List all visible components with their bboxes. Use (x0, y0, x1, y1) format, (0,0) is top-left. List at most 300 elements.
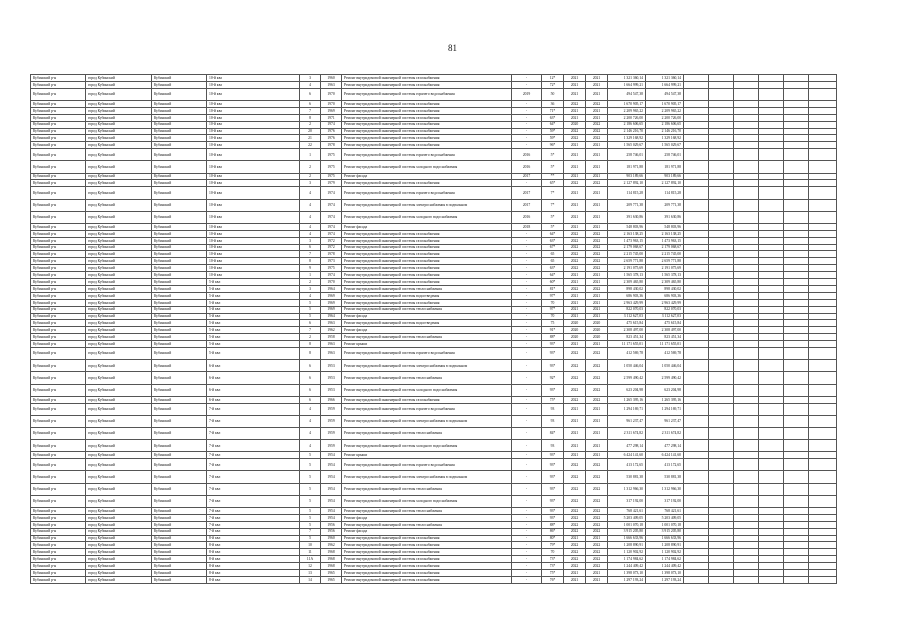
cell-estimated-cost: 413 172,65 (608, 459, 646, 471)
cell-empty (784, 415, 809, 427)
cell-locality: Кубинский (152, 128, 207, 135)
cell-empty (709, 556, 734, 563)
cell-plan-year-start: 2022 (564, 471, 586, 483)
cell-settlement: город Кубинский (86, 149, 152, 161)
cell-wear-percent: 75* (542, 396, 564, 403)
cell-total-cost: 1 565 029,67 (646, 142, 684, 149)
cell-last-repair-year: - (512, 265, 542, 272)
cell-district: Кубинский р-н (31, 535, 86, 542)
cell-year-built: 1953 (321, 372, 342, 384)
cell-plan-year-start: 2021 (564, 452, 586, 459)
cell-plan-year-start: 2021 (564, 211, 586, 223)
cell-empty (784, 535, 809, 542)
cell-plan-year-end: 2021 (586, 161, 608, 173)
cell-year-built: 1975 (321, 173, 342, 180)
cell-empty (784, 403, 809, 415)
cell-empty (684, 211, 709, 223)
cell-total-cost: 2 311 674,82 (646, 427, 684, 439)
cell-wear-percent: 92* (542, 372, 564, 384)
cell-wear-percent: 93* (542, 347, 564, 359)
cell-district: Кубинский р-н (31, 483, 86, 495)
cell-last-repair-year: - (512, 327, 542, 334)
cell-empty (709, 483, 734, 495)
cell-work-type: Ремонт внутридомовой инженерной системы теплоснабжения (342, 334, 512, 341)
cell-street: 8-й квл (207, 542, 300, 549)
cell-work-type: Ремонт внутридомовой инженерной системы газоснабжения (342, 142, 512, 149)
cell-work-type: Ремонт внутридомовой инженерной системы газоснабжения (342, 114, 512, 121)
cell-settlement: город Кубинский (86, 237, 152, 244)
cell-street: 10-й квл (207, 88, 300, 100)
cell-empty (684, 549, 709, 556)
cell-empty (734, 114, 759, 121)
cell-empty (709, 75, 734, 82)
cell-empty (784, 142, 809, 149)
cell-estimated-cost: 2 309 465,80 (608, 279, 646, 286)
cell-plan-year-start: 2022 (564, 244, 586, 251)
cell-empty (709, 142, 734, 149)
cell-total-cost: 1 329 168,92 (646, 135, 684, 142)
cell-empty (759, 306, 784, 313)
cell-house: 4 (300, 81, 321, 88)
cell-work-type: Ремонт внутридомовой инженерной системы теплоснабжения (342, 372, 512, 384)
cell-year-built: 1954 (321, 483, 342, 495)
cell-empty (709, 313, 734, 320)
table-row (31, 272, 837, 279)
table-row (31, 81, 837, 88)
cell-total-cost: 1 265 395,16 (646, 396, 684, 403)
cell-total-cost: 3 112 627,03 (646, 313, 684, 320)
cell-empty (759, 576, 784, 583)
cell-work-type: Ремонт внутридомовой инженерной системы газоснабжения (342, 100, 512, 107)
cell-empty (759, 459, 784, 471)
cell-empty (759, 556, 784, 563)
cell-empty (709, 258, 734, 265)
cell-empty (734, 440, 759, 452)
cell-wear-percent: 5* (542, 161, 564, 173)
cell-empty (734, 173, 759, 180)
cell-year-built: 1966 (321, 396, 342, 403)
cell-locality: Кубинский (152, 528, 207, 535)
cell-empty (784, 313, 809, 320)
cell-last-repair-year: 2017 (512, 187, 542, 199)
cell-street: 10-й квл (207, 107, 300, 114)
cell-district: Кубинский р-н (31, 142, 86, 149)
cell-last-repair-year: - (512, 107, 542, 114)
cell-year-built: 1960 (321, 535, 342, 542)
cell-district: Кубинский р-н (31, 114, 86, 121)
cell-empty (734, 81, 759, 88)
table-row (31, 313, 837, 320)
cell-year-built: 1968 (321, 549, 342, 556)
cell-empty (734, 459, 759, 471)
cell-empty (784, 306, 809, 313)
cell-estimated-cost: 1 312 966,30 (608, 483, 646, 495)
cell-year-built: 1958 (321, 334, 342, 341)
table-row (31, 427, 837, 439)
cell-plan-year-start: 2021 (564, 570, 586, 577)
cell-empty (709, 403, 734, 415)
cell-house: 5 (300, 535, 321, 542)
cell-house: 6 (300, 360, 321, 372)
cell-house: 7 (300, 528, 321, 535)
cell-year-built: 1965 (321, 570, 342, 577)
cell-total-cost: 2 963 429,99 (646, 299, 684, 306)
cell-settlement: город Кубинский (86, 230, 152, 237)
cell-street: 6-й квл (207, 360, 300, 372)
cell-estimated-cost: 1 174 984,62 (608, 556, 646, 563)
cell-settlement: город Кубинский (86, 459, 152, 471)
cell-last-repair-year: - (512, 347, 542, 359)
cell-empty (734, 135, 759, 142)
cell-estimated-cost: 2 200 726,00 (608, 114, 646, 121)
cell-empty (709, 285, 734, 292)
cell-empty (709, 81, 734, 88)
cell-locality: Кубинский (152, 334, 207, 341)
cell-empty (734, 415, 759, 427)
cell-empty (809, 211, 837, 223)
cell-empty (709, 334, 734, 341)
cell-empty (734, 495, 759, 507)
cell-empty (809, 114, 837, 121)
cell-plan-year-start: 2022 (564, 347, 586, 359)
cell-district: Кубинский р-н (31, 459, 86, 471)
cell-total-cost: 6 424 141,60 (646, 452, 684, 459)
cell-last-repair-year: - (512, 556, 542, 563)
cell-empty (809, 360, 837, 372)
cell-plan-year-start: 2021 (564, 199, 586, 211)
cell-total-cost: 2 179 068,67 (646, 244, 684, 251)
cell-empty (709, 327, 734, 334)
cell-district: Кубинский р-н (31, 507, 86, 514)
cell-settlement: город Кубинский (86, 396, 152, 403)
cell-settlement: город Кубинский (86, 384, 152, 396)
cell-settlement: город Кубинский (86, 347, 152, 359)
cell-district: Кубинский р-н (31, 237, 86, 244)
cell-house: 2 (300, 161, 321, 173)
cell-empty (734, 563, 759, 570)
cell-total-cost: 317 192,00 (646, 495, 684, 507)
cell-year-built: 1976 (321, 128, 342, 135)
cell-wear-percent: 93* (542, 360, 564, 372)
cell-plan-year-start: 2021 (564, 415, 586, 427)
cell-last-repair-year: - (512, 471, 542, 483)
cell-empty (684, 334, 709, 341)
cell-empty (684, 483, 709, 495)
cell-last-repair-year: - (512, 440, 542, 452)
cell-last-repair-year: - (512, 244, 542, 251)
cell-plan-year-start: 2021 (564, 187, 586, 199)
cell-street: 5-й квл (207, 292, 300, 299)
cell-empty (759, 549, 784, 556)
cell-total-cost: 1 244 409,42 (646, 563, 684, 570)
cell-work-type: Ремонт внутридомовой инженерной системы холодного водоснабжения (342, 161, 512, 173)
cell-house: 5 (300, 306, 321, 313)
cell-empty (709, 396, 734, 403)
cell-empty (759, 341, 784, 348)
cell-empty (784, 88, 809, 100)
cell-work-type: Ремонт внутридомовой инженерной системы газоснабжения (342, 258, 512, 265)
cell-street: 7-й квл (207, 483, 300, 495)
cell-wear-percent: 93* (542, 514, 564, 521)
cell-total-cost: 3 915 205,80 (646, 528, 684, 535)
cell-street: 7-й квл (207, 427, 300, 439)
cell-estimated-cost: 548 803,96 (608, 223, 646, 230)
cell-locality: Кубинский (152, 223, 207, 230)
cell-plan-year-start: 2021 (564, 88, 586, 100)
cell-plan-year-end: 2022 (586, 100, 608, 107)
cell-wear-percent: 93 (542, 440, 564, 452)
cell-plan-year-start: 2021 (564, 576, 586, 583)
cell-year-built: 1954 (321, 495, 342, 507)
cell-empty (784, 507, 809, 514)
cell-work-type: Ремонт внутридомовой инженерной системы газоснабжения (342, 542, 512, 549)
cell-plan-year-start: 2021 (564, 306, 586, 313)
cell-empty (734, 570, 759, 577)
cell-house: 22 (300, 142, 321, 149)
cell-plan-year-end: 2021 (586, 187, 608, 199)
table-row (31, 237, 837, 244)
cell-plan-year-start: 2022 (564, 521, 586, 528)
cell-empty (809, 483, 837, 495)
cell-street: 10-й квл (207, 161, 300, 173)
cell-empty (784, 211, 809, 223)
cell-plan-year-end: 2022 (586, 556, 608, 563)
cell-empty (784, 483, 809, 495)
cell-settlement: город Кубинский (86, 121, 152, 128)
cell-empty (734, 334, 759, 341)
cell-wear-percent: 7* (542, 199, 564, 211)
cell-empty (809, 187, 837, 199)
cell-plan-year-end: 2022 (586, 396, 608, 403)
cell-plan-year-end: 2022 (586, 258, 608, 265)
cell-empty (759, 88, 784, 100)
cell-total-cost: 1 565 378,13 (646, 272, 684, 279)
cell-empty (734, 272, 759, 279)
cell-estimated-cost: 1 120 902,92 (608, 549, 646, 556)
cell-empty (759, 107, 784, 114)
cell-total-cost: 1 666 633,96 (646, 535, 684, 542)
cell-year-built: 1959 (321, 415, 342, 427)
cell-work-type: Ремонт внутридомовой инженерной системы газоснабжения (342, 135, 512, 142)
cell-empty (759, 149, 784, 161)
cell-empty (684, 265, 709, 272)
cell-wear-percent: 63* (542, 265, 564, 272)
cell-house: 4 (300, 403, 321, 415)
cell-district: Кубинский р-н (31, 211, 86, 223)
cell-empty (684, 471, 709, 483)
table-row (31, 514, 837, 521)
cell-empty (809, 440, 837, 452)
cell-empty (809, 135, 837, 142)
cell-estimated-cost: 1 670 905,17 (608, 100, 646, 107)
cell-plan-year-start: 2021 (564, 223, 586, 230)
cell-wear-percent: 96* (542, 142, 564, 149)
cell-empty (734, 471, 759, 483)
cell-estimated-cost: 494 547,38 (608, 88, 646, 100)
cell-empty (759, 521, 784, 528)
cell-street: 5-й квл (207, 320, 300, 327)
cell-empty (759, 100, 784, 107)
cell-last-repair-year: - (512, 483, 542, 495)
cell-plan-year-start: 2021 (564, 427, 586, 439)
cell-plan-year-end: 2022 (586, 495, 608, 507)
cell-last-repair-year: 2018 (512, 223, 542, 230)
cell-empty (784, 223, 809, 230)
cell-total-cost: 477 298,14 (646, 440, 684, 452)
cell-empty (684, 251, 709, 258)
cell-work-type: Ремонт внутридомовой инженерной системы водоотведения (342, 320, 512, 327)
cell-empty (684, 313, 709, 320)
cell-estimated-cost: 2 191 075,69 (608, 265, 646, 272)
cell-last-repair-year: - (512, 495, 542, 507)
cell-total-cost: 530 881,38 (646, 471, 684, 483)
cell-plan-year-end: 2021 (586, 149, 608, 161)
table-row (31, 223, 837, 230)
cell-work-type: Ремонт внутридомовой инженерной системы холодного водоснабжения (342, 384, 512, 396)
cell-empty (684, 107, 709, 114)
cell-locality: Кубинский (152, 81, 207, 88)
cell-total-cost: 1 321 360,14 (646, 75, 684, 82)
cell-year-built: 1969 (321, 306, 342, 313)
cell-plan-year-start: 2022 (564, 396, 586, 403)
cell-street: 10-й квл (207, 180, 300, 187)
cell-wear-percent: 72* (542, 81, 564, 88)
cell-empty (784, 471, 809, 483)
cell-district: Кубинский р-н (31, 521, 86, 528)
cell-plan-year-start: 2021 (564, 403, 586, 415)
cell-street: 5-й квл (207, 285, 300, 292)
cell-locality: Кубинский (152, 279, 207, 286)
cell-empty (734, 384, 759, 396)
cell-locality: Кубинский (152, 535, 207, 542)
cell-settlement: город Кубинский (86, 100, 152, 107)
cell-empty (759, 360, 784, 372)
cell-empty (709, 576, 734, 583)
table-row (31, 187, 837, 199)
cell-plan-year-end: 2022 (586, 483, 608, 495)
cell-year-built: 1959 (321, 403, 342, 415)
cell-locality: Кубинский (152, 521, 207, 528)
cell-street: 10-й квл (207, 251, 300, 258)
cell-empty (734, 223, 759, 230)
cell-wear-percent: 65 (542, 258, 564, 265)
table-row (31, 292, 837, 299)
cell-wear-percent: 97* (542, 306, 564, 313)
cell-wear-percent: 84* (542, 427, 564, 439)
cell-street: 8-й квл (207, 535, 300, 542)
cell-empty (809, 149, 837, 161)
cell-empty (759, 75, 784, 82)
cell-total-cost: 475 615,84 (646, 320, 684, 327)
cell-empty (759, 372, 784, 384)
cell-plan-year-end: 2021 (586, 570, 608, 577)
cell-total-cost: 2 309 465,80 (646, 279, 684, 286)
cell-wear-percent: 75 (542, 320, 564, 327)
cell-district: Кубинский р-н (31, 372, 86, 384)
cell-house: 4 (300, 427, 321, 439)
cell-empty (709, 244, 734, 251)
table-row (31, 299, 837, 306)
cell-settlement: город Кубинский (86, 187, 152, 199)
cell-empty (784, 341, 809, 348)
cell-empty (784, 149, 809, 161)
cell-empty (709, 121, 734, 128)
cell-house: 4 (300, 223, 321, 230)
cell-street: 7-й квл (207, 459, 300, 471)
cell-district: Кубинский р-н (31, 75, 86, 82)
table-row (31, 199, 837, 211)
cell-house: 14 (300, 576, 321, 583)
cell-district: Кубинский р-н (31, 495, 86, 507)
cell-plan-year-end: 2022 (586, 528, 608, 535)
cell-empty (784, 299, 809, 306)
cell-empty (759, 396, 784, 403)
cell-settlement: город Кубинский (86, 279, 152, 286)
cell-last-repair-year: - (512, 258, 542, 265)
table-row (31, 180, 837, 187)
cell-plan-year-end: 2022 (586, 285, 608, 292)
cell-empty (709, 237, 734, 244)
cell-year-built: 1974 (321, 199, 342, 211)
cell-total-cost: 768 421,61 (646, 507, 684, 514)
cell-locality: Кубинский (152, 320, 207, 327)
cell-last-repair-year: - (512, 81, 542, 88)
cell-wear-percent: 63* (542, 114, 564, 121)
cell-empty (809, 313, 837, 320)
cell-empty (684, 372, 709, 384)
cell-district: Кубинский р-н (31, 161, 86, 173)
cell-district: Кубинский р-н (31, 107, 86, 114)
cell-estimated-cost: 181 971,88 (608, 161, 646, 173)
cell-last-repair-year: - (512, 142, 542, 149)
cell-empty (759, 265, 784, 272)
cell-year-built: 1978 (321, 142, 342, 149)
cell-settlement: город Кубинский (86, 161, 152, 173)
cell-estimated-cost: 258 746,01 (608, 149, 646, 161)
cell-settlement: город Кубинский (86, 199, 152, 211)
table-row (31, 334, 837, 341)
cell-year-built: 1954 (321, 452, 342, 459)
cell-locality: Кубинский (152, 570, 207, 577)
cell-empty (809, 128, 837, 135)
cell-street: 10-й квл (207, 100, 300, 107)
cell-wear-percent: 93* (542, 471, 564, 483)
cell-empty (809, 88, 837, 100)
cell-empty (759, 334, 784, 341)
cell-empty (759, 173, 784, 180)
cell-work-type: Ремонт внутридомовой инженерной системы газоснабжения (342, 251, 512, 258)
cell-empty (684, 135, 709, 142)
cell-empty (784, 556, 809, 563)
cell-house: 2 (300, 334, 321, 341)
cell-empty (809, 320, 837, 327)
cell-last-repair-year: 2016 (512, 211, 542, 223)
cell-empty (784, 161, 809, 173)
cell-district: Кубинский р-н (31, 427, 86, 439)
cell-street: 7-й квл (207, 495, 300, 507)
cell-locality: Кубинский (152, 292, 207, 299)
cell-estimated-cost: 2 963 429,99 (608, 299, 646, 306)
cell-empty (734, 265, 759, 272)
cell-settlement: город Кубинский (86, 549, 152, 556)
cell-plan-year-start: 2022 (564, 230, 586, 237)
cell-empty (759, 81, 784, 88)
cell-locality: Кубинский (152, 272, 207, 279)
cell-work-type: Ремонт внутридомовой инженерной системы холодного водоснабжения (342, 211, 512, 223)
cell-empty (784, 327, 809, 334)
cell-empty (809, 570, 837, 577)
table-row (31, 149, 837, 161)
